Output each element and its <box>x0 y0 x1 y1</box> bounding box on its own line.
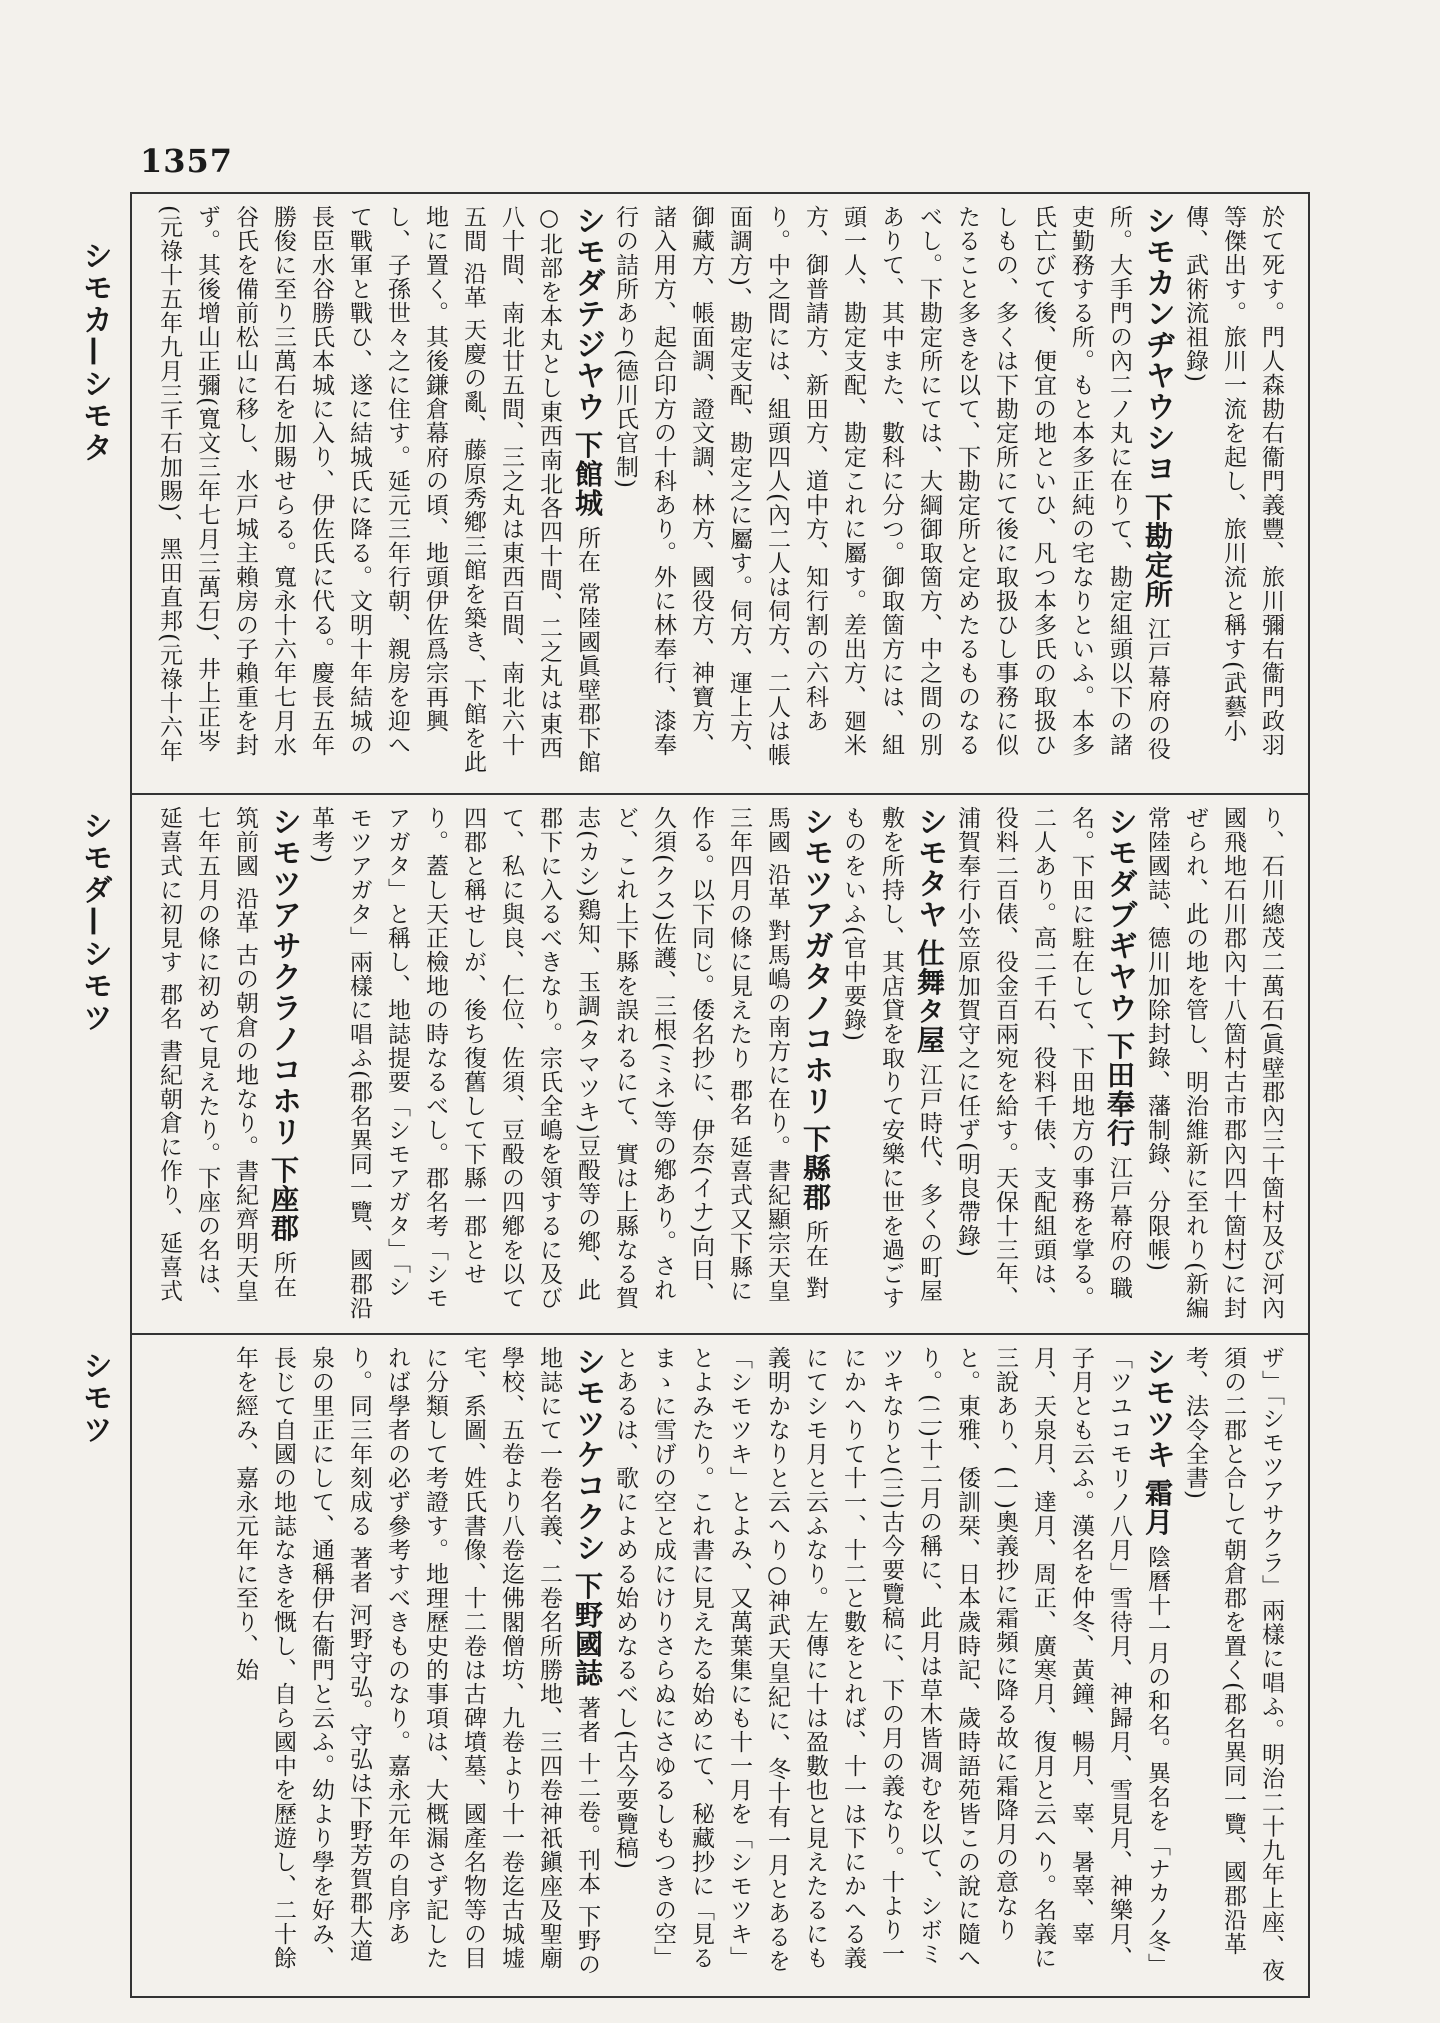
running-head-1: シモカ—シモタ <box>77 240 112 464</box>
section-divider-2 <box>130 1333 1310 1335</box>
entry-text: り、石川總茂二萬石(眞壁郡內三十箇村及び河內國飛地石川郡內十八箇村古市郡內四十箇村)に封ぜられ、此の地を管し、明治維新に至れり(新編常陸國誌、德川加除封錄、藩制錄、分限帳) <box>1144 806 1284 1320</box>
entry-kanji: 下館城 <box>571 430 604 518</box>
entry-headword: シモカンヂヤウシヨ <box>1140 205 1175 484</box>
entry-text: 江戸幕府の職名。下田に駐在して、下田地方の事務を掌る。二人あり。高二千石、役料千俵、支配組頭は、役料二百俵、役金百兩宛を給す。天保十三年、浦賀奉行小笠原加賀守之に任ず(明良帶錄) <box>954 806 1132 1310</box>
section-bottom <box>150 1346 1290 1986</box>
running-head-3: シモツ <box>77 1350 112 1446</box>
dictionary-entry <box>232 1346 605 1977</box>
entry-text: 於て死す。門人森勘右衞門義豐、旅川彌右衞門政羽等傑出す。旅川一流を起し、旅川流と稱す(武藝小傳、武術流祖錄) <box>1182 205 1284 757</box>
entry-text: 陰曆十一月の和名。異名を「ナカノ冬」「ツユコモリノ八月」雪待月、神歸月、雪見月、神樂月、子月とも云ふ。漢名を仲冬、黃鐘、暢月、辜、暑辜、辜月、天泉月、達月、周正、廣寒月、復月と云へり。名義に三說あり、(一)奧義抄に霜頻に降る故に霜降月の意なりと。東雅、倭訓栞、日本歲時記、歲時語苑皆この說に隨へり。(二)十二月の稱に、此月は草木皆凋むを以て、シボミツキなりと(三)古今要覽稿に、下の月の義なり。十より一にかへりて十一、十二と數をとれば、十一は下にかへる義にてシモ月と云ふなり。左傳に十は盈數也と見えたるにも義明かなりと云へり○神武天皇紀に、冬十有一月とあるを「シモツキ」とよみ、又萬葉集にも十一月を「シモツキ」とよみたり。これ書に見えたる始めにて、秘藏抄に「見るまゝに雪げの空と成にけりさらぬにさゆるしもつきの空」とあるは、歌によめる始めなるべし(古今要覽稿) <box>612 1346 1170 1977</box>
entry-text: 所在 常陸國眞壁郡下館○北部を本丸とし東西南北各四十間、二之丸は東西八十間、南北廿五間、三之丸は東西百間、南北六十五間 沿革 天慶の亂、藤原秀鄕三館を築き、下館を此地に置く。其後鎌倉幕府の頃、地頭伊佐爲宗再興し、子孫世々之に住す。延元三年行朝、親房を迎へて戰軍と戰ひ、遂に結城氏に降る。文明十年結城の長臣水谷勝氏本城に入り、伊佐氏に代る。慶長五年勝俊に至り三萬石を加賜せらる。寬永十六年七月水谷氏を備前松山に移し、水戸城主賴房の子賴重を封ず。其後增山正彌(寬文三年七月三萬石)、井上正岑(元祿十五年九月三千石加賜)、黑田直邦(元祿十六年 <box>156 205 600 774</box>
entry-headword: シモツアサクラノコホリ <box>266 806 301 1147</box>
text-column <box>150 205 1290 777</box>
entry-headword: シモタヤ <box>912 806 947 930</box>
entry-kanji: 下野國誌 <box>571 1571 604 1688</box>
entry-headword: シモツアガタノコホリ <box>798 806 833 1116</box>
entry-kanji: 仕舞タ屋 <box>913 938 946 1055</box>
dictionary-entry <box>840 806 947 1310</box>
entry-text: 著者 十二卷。刊本 下野の地誌にて一卷名義、二卷名所勝地、三四卷神祇鎭座及聖廟學校、五卷より八卷迄佛閣僧坊、九卷より十一卷迄古城墟宅、系圖、姓氏書像、十二卷は古碑墳墓、國產名物等の目に分類して考證す。地理歷史的事項は、大概漏さず記したれば學者の必ず參考すべきものなり。嘉永元年の自序あり。同三年刻成る 著者 河野守弘。守弘は下野芳賀郡大道泉の里正にして、通稱伊右衞門と云ふ。幼より學を好み、長じて自國の地誌なきを慨し、自ら國中を歷遊し、二十餘年を經み、嘉永元年に至り、始 <box>232 1346 600 1977</box>
entry-text: 江戸幕府の役所。大手門の內二ノ丸に在りて、勘定組頭以下の諸吏勤務する所。もと本多正純の宅なりといふ。本多氏亡びて後、便宜の地といひ、凡つ本多氏の取扱ひしもの、多くは下勘定所にて後に取扱ひし事務に似たること多きを以て、下勘定所と定めたるものなるべし。下勘定所にては、大綱御取箇方、中之間の別ありて、其中また、數科に分つ。御取箇方には、組頭一人、勘定支配、勘定これに屬す。差出方、廻米方、御普請方、新田方、道中方、知行割の六科あり。中之間には、組頭四人(內二人は伺方、二人は帳面調方)、勘定支配、勘定之に屬す。伺方、運上方、御藏方、帳面調、證文調、林方、國役方、神寶方、諸入用方、起合印方の十科あり。外に林奉行、漆奉行の詰所あり(德川氏官制) <box>612 205 1170 767</box>
entry-text: ザ」「シモツアサクラ」兩樣に唱ふ。明治二十九年上座、夜須の二郡と合して朝倉郡を置く(郡名異同一覽、國郡沿革考、法令全書) <box>1182 1346 1284 1983</box>
running-head-2: シモダ—シモツ <box>77 810 112 1034</box>
entry-continuation <box>1182 205 1284 757</box>
section-divider-1 <box>130 793 1310 795</box>
dictionary-entry <box>612 205 1175 767</box>
dictionary-entry <box>954 806 1137 1310</box>
dictionary-entry <box>612 1346 1175 1977</box>
text-column <box>226 1346 1290 1986</box>
entry-headword: シモツキ <box>1140 1346 1175 1470</box>
page-number: 1357 <box>140 142 234 180</box>
entry-continuation <box>1182 1346 1284 1983</box>
entry-kanji: 下座郡 <box>267 1155 300 1243</box>
text-column <box>150 806 1290 1320</box>
entry-headword: シモダブギヤウ <box>1102 806 1137 1023</box>
entry-kanji: 下田奉行 <box>1103 1031 1136 1148</box>
entry-continuation <box>1144 806 1284 1320</box>
entry-kanji: 下縣郡 <box>799 1124 832 1212</box>
entry-kanji: 霜月 <box>1141 1478 1174 1537</box>
entry-text: 所在 筑前國 沿革 古の朝倉の地なり。書紀齊明天皇七年五月の條に初めて見えたり。下座の名は、延喜式に初見す 郡名 書紀朝倉に作り、延喜式 <box>156 806 296 1310</box>
section-middle <box>150 806 1290 1320</box>
entry-kanji: 下勘定所 <box>1141 492 1174 609</box>
dictionary-entry <box>150 205 605 774</box>
entry-headword: シモツケコクシ <box>570 1346 605 1563</box>
section-top <box>150 205 1290 777</box>
entry-headword: シモダテジヤウ <box>570 205 605 422</box>
dictionary-entry <box>150 806 301 1310</box>
dictionary-entry <box>308 806 833 1320</box>
entry-text: 所在 對馬國 沿革 對馬嶋の南方に在り。書紀顯宗天皇三年四月の條に見えたり 郡名 延喜式又下縣に作る。以下同じ。倭名抄に、伊奈(イナ)向日、久須(クス)佐護、三根(ミネ)等の鄕あり。されど、これ上下縣を誤れるにて、實は上縣なる賀志(カシ)鷄知、玉調(タマツキ)豆酘等の鄕、此郡下に入るべきなり。宗氏全嶋を領するに及びて、私に與良、仁位、佐須、豆酘の四鄕を以て四郡と稱せしが、後ち復舊して下縣一郡とせり。蓋し天正檢地の時なるべし。郡名考「シモアガタ」と稱し、地誌提要「シモアガタ」「シモツアガタ」兩樣に唱ふ(郡名異同一覽、國郡沿革考) <box>308 806 828 1320</box>
entry-text: 江戸時代、多くの町屋敷を所持し、其店貸を取りて安樂に世を過ごすものをいふ(官中要錄) <box>840 806 942 1310</box>
